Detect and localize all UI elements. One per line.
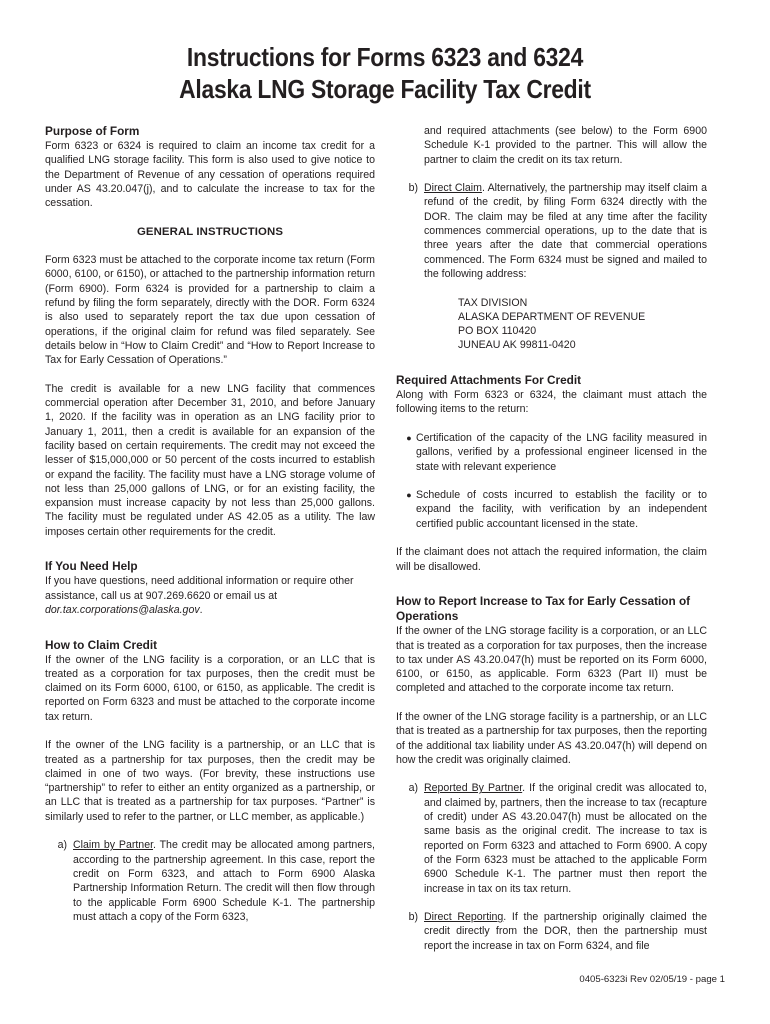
cessation-option-b bbox=[396, 910, 707, 953]
help-email-link[interactable]: dor.tax.corporations@alaska.gov bbox=[45, 603, 200, 616]
left-column bbox=[45, 124, 375, 938]
cessation-option-a-text: . If the original credit was allocated to, and claimed by, partners, then the increase to tax (recapture of credit) under AS 43.20.047(h) must be allocated on the same basis as the original credit. The increase to tax is reported on Form 6323 and attached to Form 6900. A copy of the Form 6323 must be attached to the applicable Form 6900 Schedule K-1. The partner must then report the increase in tax on its tax return. bbox=[424, 782, 707, 895]
cessation-option-b-title: Direct Reporting bbox=[424, 911, 504, 924]
attachment-bullet-2 bbox=[396, 488, 707, 531]
mailing-address bbox=[458, 296, 707, 353]
cessation-option-a bbox=[396, 781, 707, 895]
claim-option-b-text: . Alternatively, the partnership may itself claim a refund of the credit, by filing Form 6324 directly with the DOR. The claim may be filed at any time after the facility commences commercial operations, up to the date that is three years after the date that commercial operations commenced. The Form 6324 must be signed and mailed to the following address: bbox=[424, 182, 707, 280]
claim-option-b-label: b) bbox=[408, 182, 418, 195]
address-line: ALASKA DEPARTMENT OF REVENUE bbox=[458, 310, 646, 323]
claim-option-b bbox=[396, 181, 707, 281]
right-column bbox=[396, 124, 707, 967]
claim-paragraph-1: If the owner of the LNG facility is a corporation, or an LLC that is treated as a corporation for tax purposes, then the credit must be claimed on its Form 6000, 6100, or 6150, as applicable. The credit is reported on Form 6323 and must be attached to the corporate income tax return. bbox=[45, 653, 375, 723]
document-title-line-1: Instructions for Forms 6323 and 6324 bbox=[186, 42, 584, 72]
help-heading: If You Need Help bbox=[45, 559, 138, 574]
general-instructions-heading: GENERAL INSTRUCTIONS bbox=[136, 225, 284, 238]
attachments-heading: Required Attachments For Credit bbox=[396, 373, 582, 388]
attachment-bullet-2-text: Schedule of costs incurred to establish the facility or to expand the facility, with verification by an independent certified public accountant licensed in the state. bbox=[416, 489, 707, 530]
claim-option-a-title: Claim by Partner bbox=[73, 839, 154, 852]
page-footer: 0405-6323i Rev 02/05/19 - page 1 bbox=[579, 974, 725, 985]
help-text bbox=[45, 574, 375, 617]
attachments-outro: If the claimant does not attach the required information, the claim will be disallowed. bbox=[396, 546, 707, 573]
purpose-heading: Purpose of Form bbox=[45, 124, 140, 138]
address-line: TAX DIVISION bbox=[458, 296, 528, 309]
general-paragraph-2: The credit is available for a new LNG facility that commences commercial operation after December 31, 2010, and before January 1, 2020. If the facility was in operation as an LNG facility prior to January 1, 2011, then a credit is available for an expansion of the facility based on certain requirements. The credit may not exceed the lesser of $15,000,000 or 50 percent of the costs incurred to establish or expand the facility. The facility must have a LNG storage volume of not less than 25,000 gallons of LNG, or for an existing facility, the expansion must increase capacity by not less than 25,000 gallons. The facility must be regulated under AS 42.05 as a utility. The law imposes certain other requirements for the credit. bbox=[45, 382, 375, 538]
bullet-icon: ● bbox=[406, 432, 412, 443]
cessation-paragraph-2: If the owner of the LNG storage facility is a partnership, or an LLC that is treated as a partnership for tax purposes, then the reporting of the additional tax liability under AS 43.20.047(h) will depend on how the credit was originally claimed. bbox=[396, 710, 707, 766]
claim-option-a-label: a) bbox=[57, 839, 67, 852]
claim-option-b-title: Direct Claim bbox=[424, 182, 482, 195]
document-title-line-2: Alaska LNG Storage Facility Tax Credit bbox=[179, 74, 591, 104]
attachment-bullet-1 bbox=[396, 431, 707, 474]
claim-option-a-text: . The credit may be allocated among partners, according to the partnership agreement. In this case, report the credit on Form 6323, and attach to Form 6900 Alaska Partnership Information Return. The credit will then flow through to the applicable Form 6900 Schedule K-1. The partnership must attach a copy of the Form 6323, bbox=[73, 839, 375, 923]
help-body: If you have questions, need additional information or require other assistance, call us at 907.269.6620 or email us at bbox=[45, 575, 354, 602]
cessation-option-a-title: Reported By Partner bbox=[424, 782, 523, 795]
address-line: PO BOX 110420 bbox=[458, 325, 537, 338]
help-period: . bbox=[199, 603, 203, 616]
claim-option-a bbox=[45, 838, 375, 924]
cessation-heading: How to Report Increase to Tax for Early Cessation of Operations bbox=[396, 594, 691, 624]
address-line: JUNEAU AK 99811-0420 bbox=[458, 339, 576, 352]
general-paragraph-1: Form 6323 must be attached to the corporate income tax return (Form 6000, 6100, or 6150), or attached to the partnership information return (Form 6900). Form 6324 is provided for a partnership to claim a refund by filing the form separately, directly with the DOR. Form 6324 is also used to separately report the tax due upon cessation of operations, if the original claim for refund was filed separately. See details below in “How to Claim Credit” and “How to Report Increase to Tax for Early Cessation of Operations.” bbox=[45, 254, 375, 367]
cessation-paragraph-1: If the owner of the LNG storage facility is a corporation, or an LLC that is treated as a corporation for tax purposes, then the increase to tax under AS 43.20.047(h) must be reported on its Form 6000, 6100, or 6150, as applicable. Form 6323 (Part II) must be completed and attached to the corporate income tax return. bbox=[396, 625, 707, 695]
purpose-text: Form 6323 or 6324 is required to claim an income tax credit for a qualified LNG storage facility. This form is also used to give notice to the Department of Revenue of any cessation of operations required under AS 43.20.047(j), and to calculate the increase to tax for the cessation. bbox=[45, 140, 375, 210]
attachments-intro: Along with Form 6323 or 6324, the claimant must attach the following items to the return: bbox=[396, 389, 707, 416]
cessation-option-a-label: a) bbox=[408, 782, 418, 795]
bullet-icon: ● bbox=[406, 490, 412, 501]
claim-option-a-continued-text: and required attachments (see below) to the Form 6900 Schedule K-1 provided to the partner. This will allow the partner to claim the credit on its tax return. bbox=[424, 125, 707, 166]
claim-paragraph-2: If the owner of the LNG facility is a partnership, or an LLC that is treated as a partnership for tax purposes, then the credit may be claimed in one of two ways. (For brevity, these instructions use “partnership” to refer to either an entity organized as a partnership, or an LLC that is treated as a partnership for tax purposes. “Partner” is similarly used to refer to the partner, or LLC member, as applicable.) bbox=[45, 739, 375, 823]
attachment-bullet-1-text: Certification of the capacity of the LNG facility measured in gallons, verified by a professional engineer licensed in the state with relevant experience bbox=[416, 431, 707, 473]
cessation-option-b-label: b) bbox=[408, 911, 418, 924]
claim-heading: How to Claim Credit bbox=[45, 637, 158, 652]
cessation-option-b-text: . If the partnership originally claimed the credit directly from the DOR, then the partnership must report the increase in tax on Form 6324, and file bbox=[424, 911, 707, 952]
claim-option-a-continued bbox=[396, 124, 707, 167]
